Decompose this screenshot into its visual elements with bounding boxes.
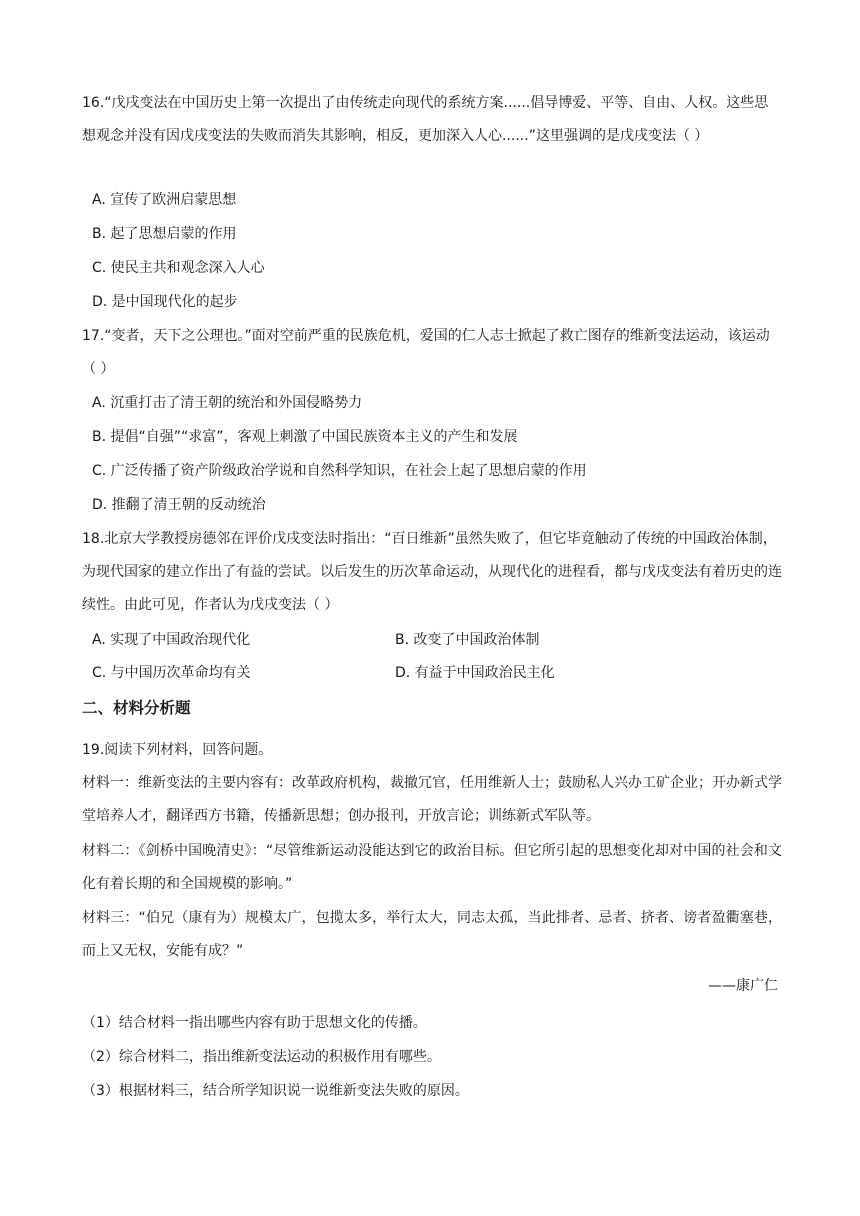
sub-question-1: （1）结合材料一指出哪些内容有助于思想文化的传播。 (82, 1015, 427, 1031)
material-3-source: ——康广仁 (708, 978, 778, 994)
question-17-option-b[interactable]: B. 提倡“自强”“求富”，客观上刺激了中国民族资本主义的产生和发展 (92, 429, 518, 445)
question-18-option-a[interactable]: A. 实现了中国政治现代化 (92, 632, 251, 648)
question-16-stem: 16.“戊戌变法在中国历史上第一次提出了由传统走向现代的系统方案......倡导博爱、平等、自由、人权。这些思想观念并没有因戊戌变法的失败而消失其影响，相反，更加深入人心......”这里强调的是戊戌变法（ ） (82, 95, 769, 144)
question-16-option-d[interactable]: D. 是中国现代化的起步 (92, 294, 238, 310)
question-18-option-b[interactable]: B. 改变了中国政治体制 (395, 632, 540, 648)
question-18-option-c[interactable]: C. 与中国历次革命均有关 (92, 665, 251, 681)
question-19-intro: 19.阅读下列材料，回答问题。 (82, 742, 273, 758)
section-2-title: 二、材料分析题 (82, 699, 191, 717)
question-18-option-d[interactable]: D. 有益于中国政治民主化 (395, 665, 555, 681)
question-17-stem: 17.“变者，天下之公理也。”面对空前严重的民族危机，爱国的仁人志士掀起了救亡图存的维新变法运动，该运动（ ） (82, 328, 770, 377)
sub-question-2: （2）综合材料二，指出维新变法运动的积极作用有哪些。 (82, 1049, 441, 1065)
question-17-option-d[interactable]: D. 推翻了清王朝的反动统治 (92, 497, 266, 513)
question-16-option-b[interactable]: B. 起了思想启蒙的作用 (92, 226, 237, 242)
question-16-option-a[interactable]: A. 宣传了欧洲启蒙思想 (92, 192, 237, 208)
sub-question-3: （3）根据材料三，结合所学知识说一说维新变法失败的原因。 (82, 1083, 469, 1099)
question-16-option-c[interactable]: C. 使民主共和观念深入人心 (92, 260, 265, 276)
question-17-option-a[interactable]: A. 沉重打击了清王朝的统治和外国侵略势力 (92, 395, 363, 411)
material-1: 材料一：维新变法的主要内容有：改革政府机构，裁撤冗官，任用维新人士；鼓励私人兴办工矿企业；开办新式学堂培养人才，翻译西方书籍，传播新思想；创办报刊，开放言论；训练新式军队等。 (82, 775, 782, 824)
question-18-stem: 18.北京大学教授房德邻在评价戊戌变法时指出：“百日维新”虽然失败了，但它毕竟触动了传统的中国政治体制，为现代国家的建立作出了有益的尝试。以后发生的历次革命运动，从现代化的进程看，都与戊戌变法有着历史的连续性。由此可见，作者认为戊戌变法（ ） (82, 531, 782, 613)
material-2: 材料二：《剑桥中国晚清史》：“尽管维新运动没能达到它的政治目标。但它所引起的思想变化却对中国的社会和文化有着长期的和全国规模的影响。” (82, 843, 782, 892)
material-3: 材料三：“伯兄（康有为）规模太广，包揽太多，举行太大，同志太孤，当此排者、忌者、挤者、谤者盈衢塞巷，而上又无权，安能有成？” (82, 910, 782, 959)
question-17-option-c[interactable]: C. 广泛传播了资产阶级政治学说和自然科学知识，在社会上起了思想启蒙的作用 (92, 463, 587, 479)
